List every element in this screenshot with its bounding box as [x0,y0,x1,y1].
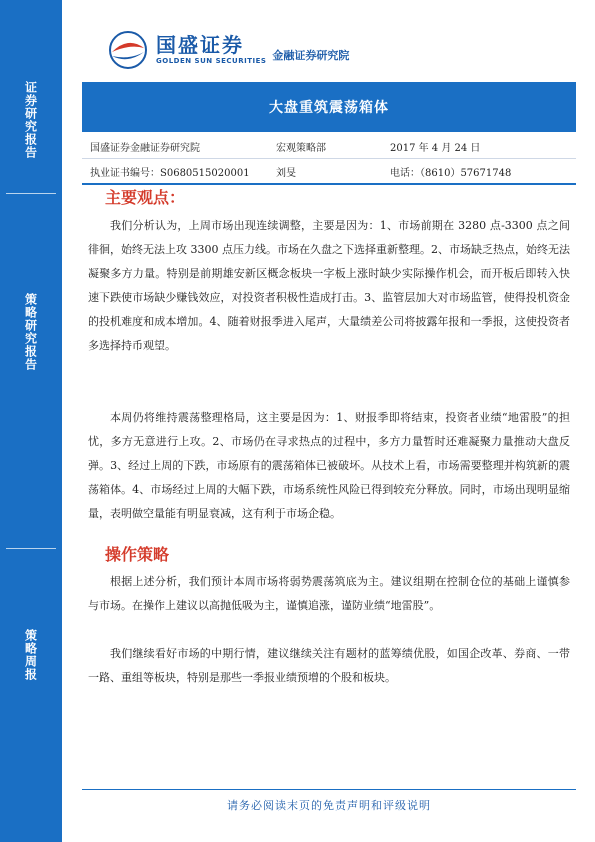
sidebar-label-strategy-report: 策略研究报告 [23,293,38,371]
sidebar [0,0,62,842]
report-info-table [82,134,576,185]
date-cell: 2017 年 4 月 24 日 [390,142,481,154]
sidebar-label-research-report: 证券研究报告 [23,81,38,159]
disclaimer-footer: 请务必阅读末页的免责声明和评级说明 [227,799,431,812]
paragraph: 本周仍将维持震荡整理格局，这主要是因为：1、财报季即将结束，投资者业绩“地雷股”的担忧，多方无意进行上攻。2、市场仍在寻求热点的过程中，多方力量暂时还难凝聚力量推动大盘反弹。3、经过上周的下跌，市场原有的震荡箱体已被破坏。从技术上看，市场需要整理并构筑新的震荡箱体。4、市场经过上周的大幅下跌，市场系统性风险已得到较充分释放。同时，市场出现明显缩量，表明做空量能有明显衰减，这有利于市场企稳。 [88,411,570,520]
sidebar-label-weekly: 策略周报 [23,629,38,681]
phone-cell: 电话：（8610）57671748 [390,167,512,179]
institute-name: 金融证券研究院 [272,49,350,62]
analyst-cell: 刘旻 [276,167,296,179]
sidebar-divider [6,193,56,194]
license-cell: 执业证书编号：S0680515020001 [90,167,250,179]
section-title-strategy: 操作策略 [105,545,170,564]
company-logo [108,30,349,70]
logo-english-name: GOLDEN SUN SECURITIES [156,57,267,65]
info-row [82,159,576,185]
sidebar-divider [6,548,56,549]
section-title-main-views: 主要观点： [105,188,186,207]
logo-chinese-name: 国盛证券 [156,33,244,57]
info-row [82,134,576,159]
golden-sun-logo-icon [108,30,148,70]
paragraph: 我们继续看好市场的中期行情，建议继续关注有题材的蓝筹绩优股，如国企改革、券商、一带一路、重组等板块，特别是那些一季报业绩预增的个股和板块。 [88,647,570,684]
institute-cell: 国盛证券金融证券研究院 [90,142,200,154]
footer-divider [82,789,576,790]
report-title: 大盘重筑震荡箱体 [82,82,576,132]
paragraph: 根据上述分析，我们预计本周市场将弱势震荡筑底为主。建议组期在控制仓位的基础上谨慎参与市场。在操作上建议以高抛低吸为主，谨慎追涨，谨防业绩“地雷股”。 [88,575,570,612]
department-cell: 宏观策略部 [276,142,326,154]
paragraph: 我们分析认为，上周市场出现连续调整，主要是因为：1、市场前期在 3280 点-3300 点之间徘徊，始终无法上攻 3300 点压力线。市场在久盘之下选择重新整理。2、市场缺乏热点，始终无法凝聚多方力量。特别是前期雄安新区概念板块一字板上涨时缺少实际操作机会，而开板后即转入快速下跌使市场缺少赚钱效应，对投资者积极性造成打击。3、监管层加大对市场监管，使得投机资金的投机难度和成本增加。4、随着财报季进入尾声，大量绩差公司将披露年报和一季报，这使投资者多选择持币观望。 [88,219,570,352]
